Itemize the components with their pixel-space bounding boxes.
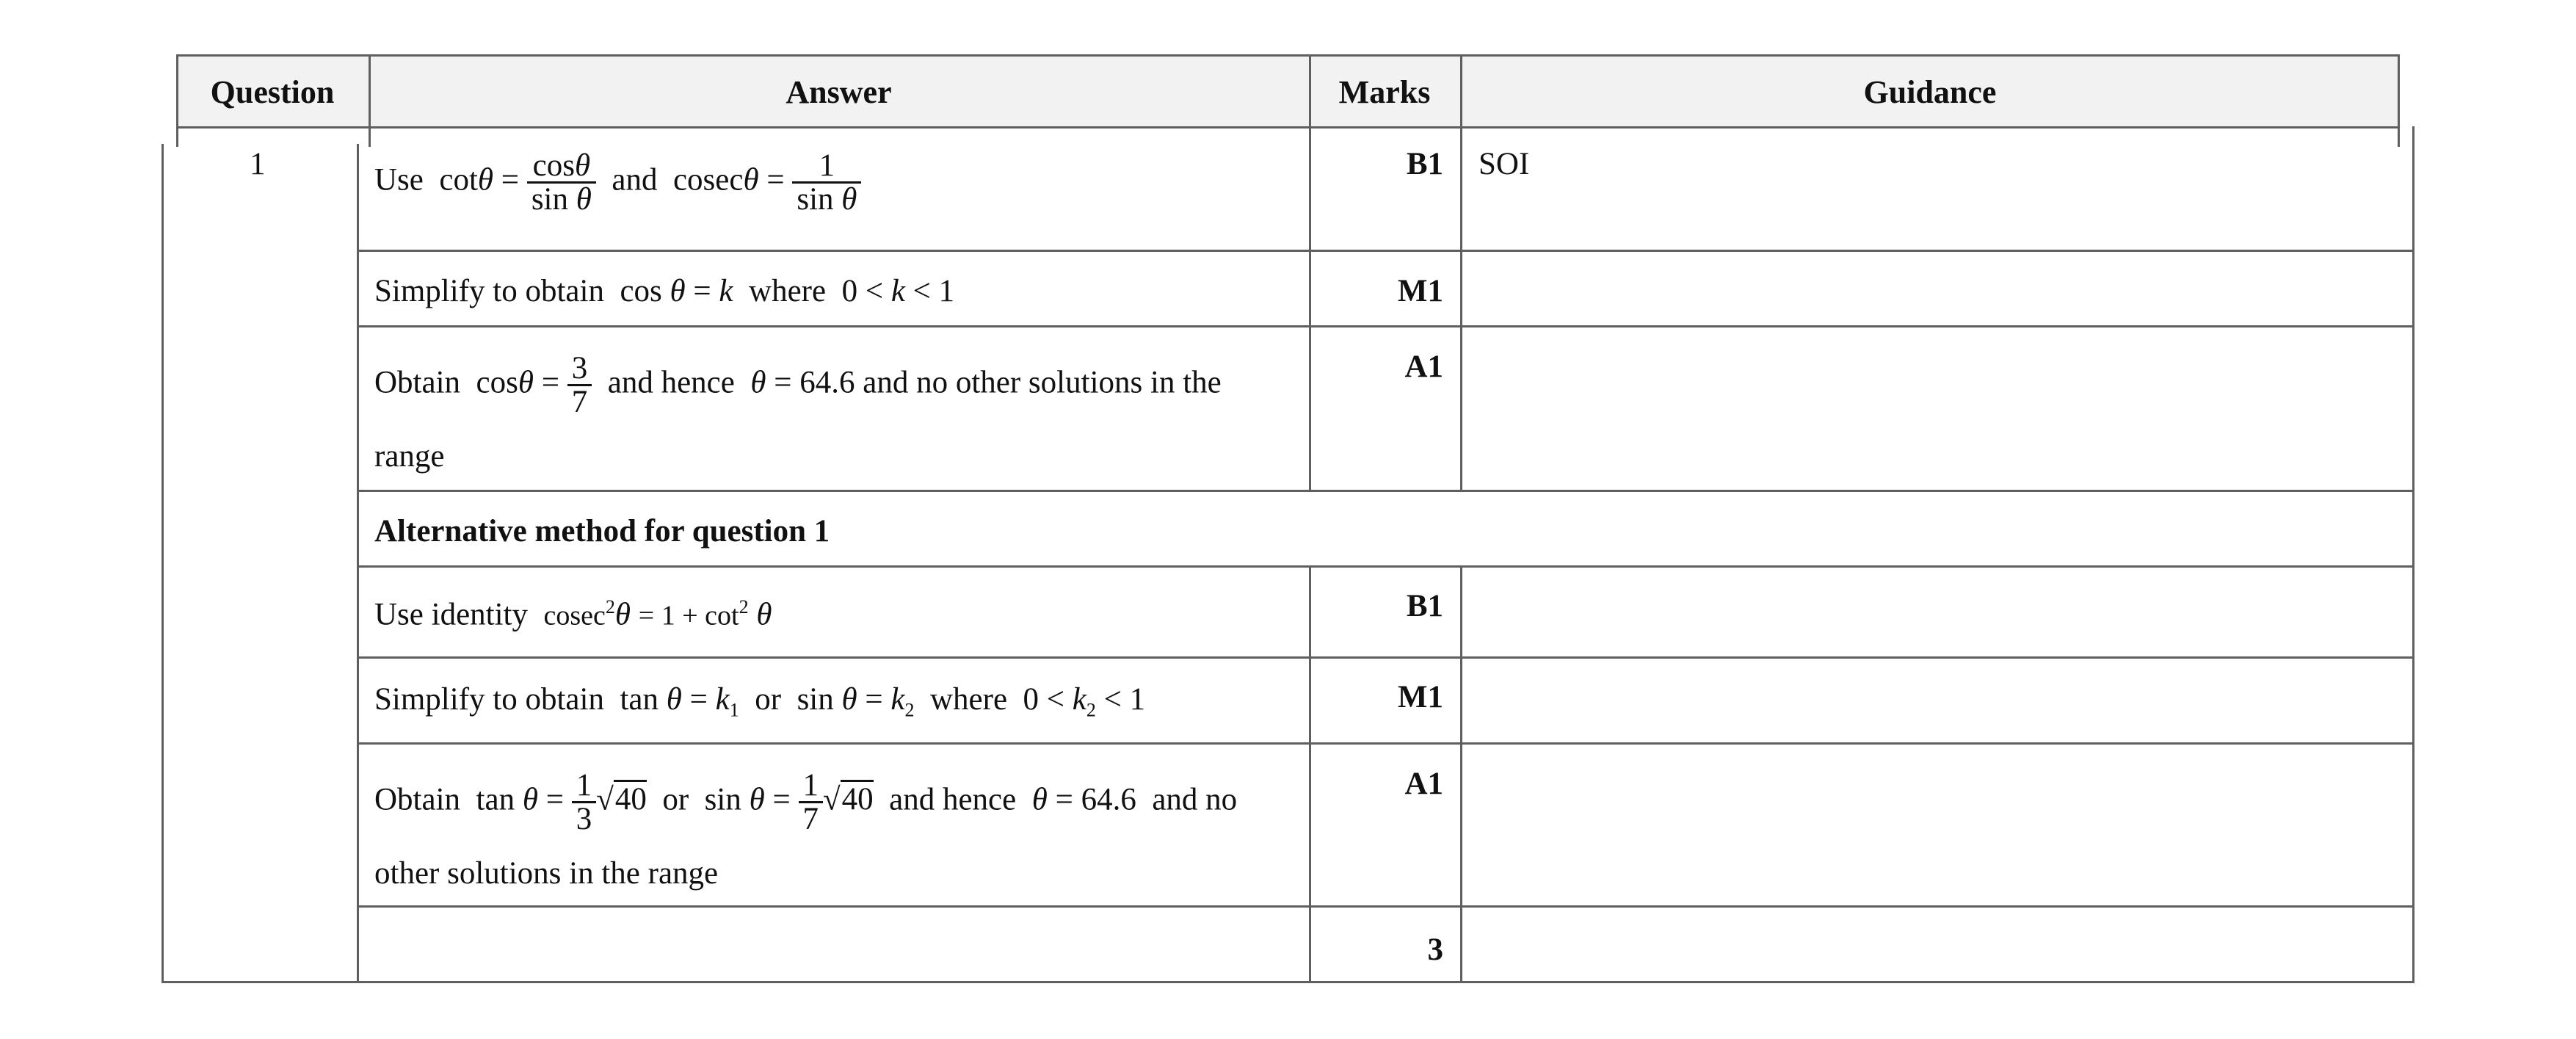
alt-method-heading: Alternative method for question 1	[374, 514, 830, 549]
row1-frac2-den-sin: sin	[797, 182, 834, 217]
marks-guidance-divider-b	[1460, 565, 1462, 983]
answer-marks-divider-a	[1309, 126, 1311, 492]
body-bottom-border	[162, 981, 2414, 983]
row3-theta: θ	[518, 365, 534, 400]
row5-sq: 2	[605, 596, 615, 618]
row7-frac-1	[572, 770, 597, 835]
row7-tan: tan	[476, 782, 515, 817]
row5-eq: = 1 + cot	[638, 600, 739, 631]
row6-mark: M1	[1397, 680, 1443, 714]
row5-theta-2: θ	[756, 597, 772, 632]
body-question-divider	[357, 144, 359, 983]
row6-lead: Simplify to obtain	[374, 682, 604, 717]
row7-sqrt-2: √40	[823, 780, 874, 817]
row5-cosec: cosec	[543, 600, 606, 631]
header-answer: Answer	[786, 74, 892, 110]
row7-eq: =	[545, 782, 564, 817]
row2-theta: θ	[670, 274, 686, 308]
row3-eq: =	[541, 365, 560, 400]
row1-and: and	[612, 162, 658, 198]
row-line-7	[357, 905, 2414, 908]
row5-lead: Use identity	[374, 597, 528, 632]
row5-theta: θ	[614, 597, 631, 632]
row2-k2: k	[890, 274, 905, 308]
row7-root-2: 40	[841, 780, 874, 817]
row7-mid: and hence	[889, 782, 1017, 817]
row7-lead: Obtain	[374, 782, 461, 817]
row-line-6	[357, 742, 2414, 745]
row2-eq: =	[693, 274, 711, 308]
row7-sin: sin	[704, 782, 741, 817]
body-left-border	[162, 144, 164, 983]
row7-theta-3: θ	[1031, 782, 1048, 817]
header-guidance: Guidance	[1863, 74, 1997, 110]
row6-sub3: 2	[1086, 699, 1096, 721]
row6-k2: k	[890, 682, 905, 717]
row6-sin: sin	[797, 682, 834, 717]
row7-root-1: 40	[614, 780, 647, 817]
row7-eq-2: =	[772, 782, 791, 817]
row6-k1: k	[715, 682, 730, 717]
row7-frac-2	[799, 770, 824, 835]
row1-frac-den-sin: sin	[531, 182, 568, 217]
row6-answer	[374, 684, 1145, 720]
row2-k: k	[719, 274, 733, 308]
row6-ineq-b: < 1	[1103, 682, 1146, 717]
row7-theta-2: θ	[749, 782, 765, 817]
row7-tail: and no	[1152, 782, 1238, 817]
row-line-4	[357, 565, 2414, 568]
row3-answer-line2: range	[374, 439, 445, 474]
row3-cos: cos	[476, 365, 518, 400]
row7-theta: θ	[522, 782, 538, 817]
row7-val: = 64.6	[1055, 782, 1136, 817]
row1-cot: cot	[439, 162, 478, 198]
row3-frac-num: 3	[571, 351, 588, 385]
row2-where: where	[749, 274, 827, 308]
row3-tail: and no other solutions in the	[863, 365, 1222, 400]
row6-theta: θ	[666, 682, 682, 717]
row3-mid: and hence	[607, 365, 735, 400]
row6-sub1: 1	[729, 699, 739, 721]
row2-ineq-b: < 1	[913, 274, 955, 308]
row1-frac-num-cos: cos	[532, 148, 575, 183]
row1-eq-2: =	[766, 162, 785, 198]
header-marks: Marks	[1338, 74, 1431, 110]
row7-or: or	[662, 782, 689, 817]
row-line-1	[357, 250, 2414, 252]
row1-eq: =	[501, 162, 520, 198]
row3-frac	[567, 352, 592, 418]
row3-theta-2: θ	[750, 365, 766, 400]
header-bottom-border	[176, 126, 2400, 128]
question-number: 1	[250, 147, 266, 181]
row1-frac-num-theta: θ	[574, 148, 591, 183]
row-line-2	[357, 325, 2414, 327]
row3-val: = 64.6	[774, 365, 855, 400]
row7-frac1-den: 3	[572, 801, 597, 835]
row2-answer	[374, 275, 954, 307]
row6-tan: tan	[620, 682, 658, 717]
row7-answer-line1	[374, 770, 1237, 835]
row6-or: or	[755, 682, 782, 717]
row3-frac-den: 7	[567, 384, 592, 418]
row5-mark: B1	[1406, 589, 1443, 623]
row6-eq-2: =	[865, 682, 883, 717]
row2-lead: Simplify to obtain	[374, 274, 604, 308]
header-question: Question	[210, 74, 335, 110]
marks-guidance-divider-a	[1460, 126, 1462, 492]
row1-mark: B1	[1406, 147, 1443, 181]
row2-mark: M1	[1397, 274, 1443, 308]
row7-frac2-num: 1	[802, 768, 819, 803]
row6-k3: k	[1072, 682, 1086, 717]
row1-answer	[374, 150, 861, 215]
header-top-border	[176, 54, 2400, 57]
row5-sq2: 2	[739, 596, 749, 618]
row7-mark: A1	[1404, 767, 1443, 801]
row1-frac-cos-sin	[527, 150, 596, 215]
row1-cosec: cosec	[672, 162, 744, 198]
answer-marks-divider-b	[1309, 565, 1311, 983]
row6-eq: =	[689, 682, 708, 717]
row-line-3	[357, 490, 2414, 492]
row1-frac-den-theta: θ	[576, 182, 592, 217]
row1-guidance: SOI	[1479, 147, 1530, 181]
row3-lead: Obtain	[374, 365, 461, 400]
row2-cos: cos	[620, 274, 662, 308]
row7-frac1-num: 1	[576, 768, 592, 803]
body-right-border	[2412, 126, 2414, 983]
row1-theta: θ	[477, 162, 494, 198]
row1-frac-one-sin	[792, 150, 861, 215]
row6-where: where	[929, 682, 1008, 717]
row3-mark: A1	[1404, 350, 1443, 384]
row6-theta-2: θ	[841, 682, 857, 717]
row6-sub2: 2	[904, 699, 915, 721]
row7-answer-line2: other solutions in the range	[374, 856, 719, 891]
row7-sqrt-1: √40	[596, 780, 647, 817]
row3-answer-line1	[374, 352, 1222, 418]
row6-ineq-a: 0 <	[1023, 682, 1065, 717]
row1-frac2-den-theta: θ	[841, 182, 857, 217]
row5-answer	[374, 598, 772, 630]
row-line-5	[357, 656, 2414, 659]
total-mark: 3	[1427, 933, 1443, 967]
row2-ineq-a: 0 <	[841, 274, 884, 308]
row7-frac2-den: 7	[799, 801, 824, 835]
row1-frac2-num: 1	[819, 148, 835, 183]
row1-theta-2: θ	[743, 162, 759, 198]
row1-use-text: Use	[374, 162, 424, 198]
